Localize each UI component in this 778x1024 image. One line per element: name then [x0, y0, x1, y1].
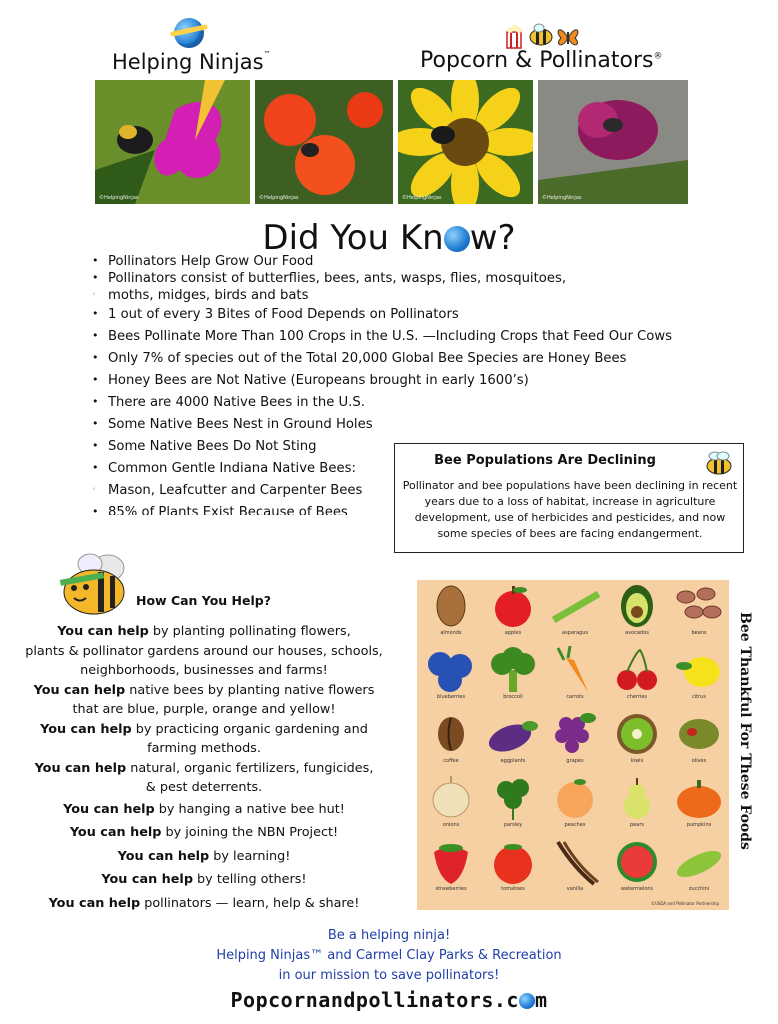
food-label: avocados: [625, 630, 649, 636]
help-text: native bees by planting native flowers: [125, 682, 375, 698]
footer-message: [0, 926, 778, 986]
food-olives: [668, 710, 730, 772]
photo-watermark: ©HelpingNinjas: [259, 195, 299, 201]
footer-line: Helping Ninjas™ and Carmel Clay Parks & Recreation: [216, 948, 562, 963]
help-lead: You can help: [117, 848, 210, 864]
food-beans: [668, 582, 730, 644]
fact-text: moths, midges, birds and bats: [108, 288, 309, 303]
help-line: [14, 800, 394, 820]
photo-bee-on-pink-flower: [95, 80, 250, 204]
food-onions: [420, 774, 482, 836]
help-lead: You can help: [34, 760, 127, 776]
fact-text: Some Native Bees Nest in Ground Holes: [108, 417, 373, 432]
help-line: [14, 661, 394, 681]
food-parsley: [482, 774, 544, 836]
globe-icon: [174, 18, 204, 48]
help-lines: [14, 622, 394, 913]
fact-item-continued: • • moths, midges, birds and bats: [92, 288, 712, 303]
food-label: olives: [691, 758, 707, 764]
food-label: coffee: [443, 758, 459, 764]
food-coffee: [420, 710, 482, 772]
fact-item: [92, 307, 712, 322]
help-line: [14, 700, 394, 720]
food-carrots: [544, 646, 606, 708]
how-can-you-help-title: How Can You Help?: [136, 593, 271, 608]
footer-line: in our mission to save pollinators!: [278, 968, 500, 983]
food-grapes: [544, 710, 606, 772]
fact-item-continued: • • Mason, Leafcutter and Carpenter Bees: [92, 483, 712, 498]
help-text: farming methods.: [147, 741, 261, 756]
help-line: [14, 759, 394, 779]
website-link[interactable]: [0, 988, 778, 1012]
fact-text: Mason, Leafcutter and Carpenter Bees: [108, 483, 363, 498]
foods-poster: [417, 580, 729, 910]
food-label: almonds: [440, 630, 462, 636]
fact-item: [92, 395, 712, 410]
help-lead: You can help: [69, 825, 162, 840]
popcorn-icon: [507, 25, 522, 49]
food-cherries: [606, 646, 668, 708]
food-broccoli: [482, 646, 544, 708]
help-line: [14, 681, 394, 701]
help-text: neighborhoods, businesses and farms!: [80, 663, 328, 678]
food-label: citrus: [692, 694, 706, 700]
help-line: [14, 823, 394, 843]
photo-watermark: ©HelpingNinjas: [542, 195, 582, 201]
food-almonds: [420, 582, 482, 644]
help-text: that are blue, purple, orange and yellow!: [72, 702, 336, 717]
help-text: by practicing organic gardening and: [131, 721, 368, 737]
popcorn-pollinators-brand: [420, 48, 663, 73]
food-zucchini: [668, 838, 730, 900]
fact-text: Honey Bees are Not Native (Europeans brought in early 1600’s): [108, 373, 529, 388]
food-asparagus: [544, 582, 606, 644]
food-avocados: [606, 582, 668, 644]
ninja-bee-mascot-icon: [46, 550, 132, 618]
food-label: watermelons: [620, 886, 654, 892]
help-text: plants & pollinator gardens around our houses, schools,: [25, 643, 383, 659]
help-text: by learning!: [209, 848, 291, 864]
food-eggplants: [482, 710, 544, 772]
photo-watermark: ©HelpingNinjas: [99, 195, 139, 201]
food-strawberries: [420, 838, 482, 900]
help-text: by planting pollinating flowers,: [148, 624, 351, 639]
food-label: pumpkins: [686, 822, 712, 828]
photo-bee-on-purple-flower: [538, 80, 688, 204]
help-line: [14, 870, 394, 890]
fact-text: Only 7% of species out of the Total 20,000 Global Bee Species are Honey Bees: [108, 351, 627, 366]
fact-item: [92, 417, 712, 432]
food-apples: [482, 582, 544, 644]
fact-text: Some Native Bees Do Not Sting: [108, 439, 317, 454]
help-text: by telling others!: [192, 872, 307, 887]
bee-populations-declining-box: [394, 443, 744, 553]
fact-text: 85% of Plants Exist Because of Bees: [108, 505, 348, 515]
bee-icon: [530, 24, 552, 45]
butterfly-icon: [558, 30, 578, 45]
fact-text: Pollinators consist of butterflies, bees, ants, wasps, flies, mosquitoes,: [108, 271, 567, 286]
fact-text: Common Gentle Indiana Native Bees:: [108, 461, 356, 476]
help-line: [14, 847, 394, 867]
help-line: [14, 622, 394, 642]
reg-mark: ®: [653, 51, 663, 62]
fact-text: Pollinators Help Grow Our Food: [108, 254, 314, 269]
fact-item: [92, 254, 712, 269]
helping-ninjas-brand: [112, 50, 271, 74]
food-label: tomatoes: [501, 886, 525, 892]
help-line: [14, 720, 394, 740]
fact-text: Bees Pollinate More Than 100 Crops in the U.S. —Including Crops that Feed Our Cows: [108, 329, 672, 344]
site-text-b: m: [534, 988, 548, 1012]
food-blueberries: [420, 646, 482, 708]
help-lead: You can help: [101, 872, 193, 887]
help-lead: You can help: [57, 624, 149, 639]
help-text: & pest deterrents.: [145, 780, 263, 795]
food-label: pears: [630, 822, 644, 828]
food-label: vanilla: [566, 886, 584, 892]
fact-item: [92, 329, 712, 344]
food-label: eggplants: [500, 758, 526, 764]
right-brand-text: Popcorn & Pollinators: [420, 48, 654, 73]
photo-watermark: ©HelpingNinjas: [402, 195, 442, 201]
food-label: strawberries: [435, 886, 467, 892]
title-part-a: Did You Kn: [262, 218, 444, 258]
help-line: [14, 642, 394, 662]
food-citrus: [668, 646, 730, 708]
help-text: natural, organic fertilizers, fungicides,: [126, 760, 374, 776]
food-peaches: [544, 774, 606, 836]
ninja-globe-logo: [174, 18, 208, 52]
help-lead: You can help: [33, 682, 126, 698]
photo-bee-on-sunflower: [398, 80, 533, 204]
food-label: zucchini: [688, 886, 710, 892]
food-label: peaches: [564, 822, 586, 828]
fact-text: 1 out of every 3 Bites of Food Depends on Pollinators: [108, 307, 459, 322]
popcorn-bee-butterfly-icons: [505, 22, 585, 50]
help-text: pollinators — learn, help & share!: [140, 895, 360, 911]
title-part-b: w?: [469, 218, 516, 258]
fact-item: [92, 351, 712, 366]
fact-item: [92, 373, 712, 388]
food-label: asparagus: [562, 630, 588, 636]
food-kiwis: [606, 710, 668, 772]
box-text: Pollinator and bee populations have been declining in recent years due to a loss of habitat, increase in agriculture development, use of herbicides and pesticides, and now some species of bees are facing endangerment.: [402, 479, 738, 540]
food-pears: [606, 774, 668, 836]
help-line: [14, 894, 394, 914]
help-text: by joining the NBN Project!: [161, 825, 339, 840]
food-label: beans: [691, 630, 707, 636]
help-lead: You can help: [48, 895, 141, 911]
food-label: grapes: [566, 758, 584, 764]
help-lead: You can help: [40, 721, 132, 737]
help-line: [14, 778, 394, 798]
fact-item: [92, 271, 712, 286]
food-vanilla: [544, 838, 606, 900]
help-text: by hanging a native bee hut!: [154, 801, 345, 817]
food-label: blueberries: [436, 694, 466, 700]
food-watermelons: [606, 838, 668, 900]
foods-side-title: Bee Thankful For These Foods: [737, 612, 753, 850]
food-label: kiwis: [630, 758, 644, 764]
food-label: onions: [442, 822, 460, 828]
did-you-know-title: [0, 218, 778, 258]
bee-icon: [701, 448, 737, 478]
site-text-a: Popcornandpollinators.c: [230, 988, 519, 1012]
footer-line: Be a helping ninja!: [327, 928, 451, 943]
globe-o-icon: [519, 993, 535, 1009]
fact-text: There are 4000 Native Bees in the U.S.: [108, 395, 365, 410]
help-lead: You can help: [63, 801, 155, 817]
tm-mark: ™: [263, 50, 271, 58]
left-brand-text: Helping Ninjas: [112, 50, 264, 74]
box-title: Bee Populations Are Declining: [434, 453, 656, 468]
food-label: parsley: [503, 822, 523, 828]
food-label: carrots: [566, 694, 584, 700]
help-line: [14, 739, 394, 759]
food-label: apples: [504, 630, 522, 636]
foods-credit: ©USDA and Pollinator Partnership: [650, 901, 719, 906]
photo-bee-on-red-flower: [255, 80, 393, 204]
globe-o-icon: [444, 226, 470, 252]
food-tomatoes: [482, 838, 544, 900]
food-pumpkins: [668, 774, 730, 836]
food-label: broccoli: [503, 694, 523, 700]
food-label: cherries: [626, 694, 648, 700]
